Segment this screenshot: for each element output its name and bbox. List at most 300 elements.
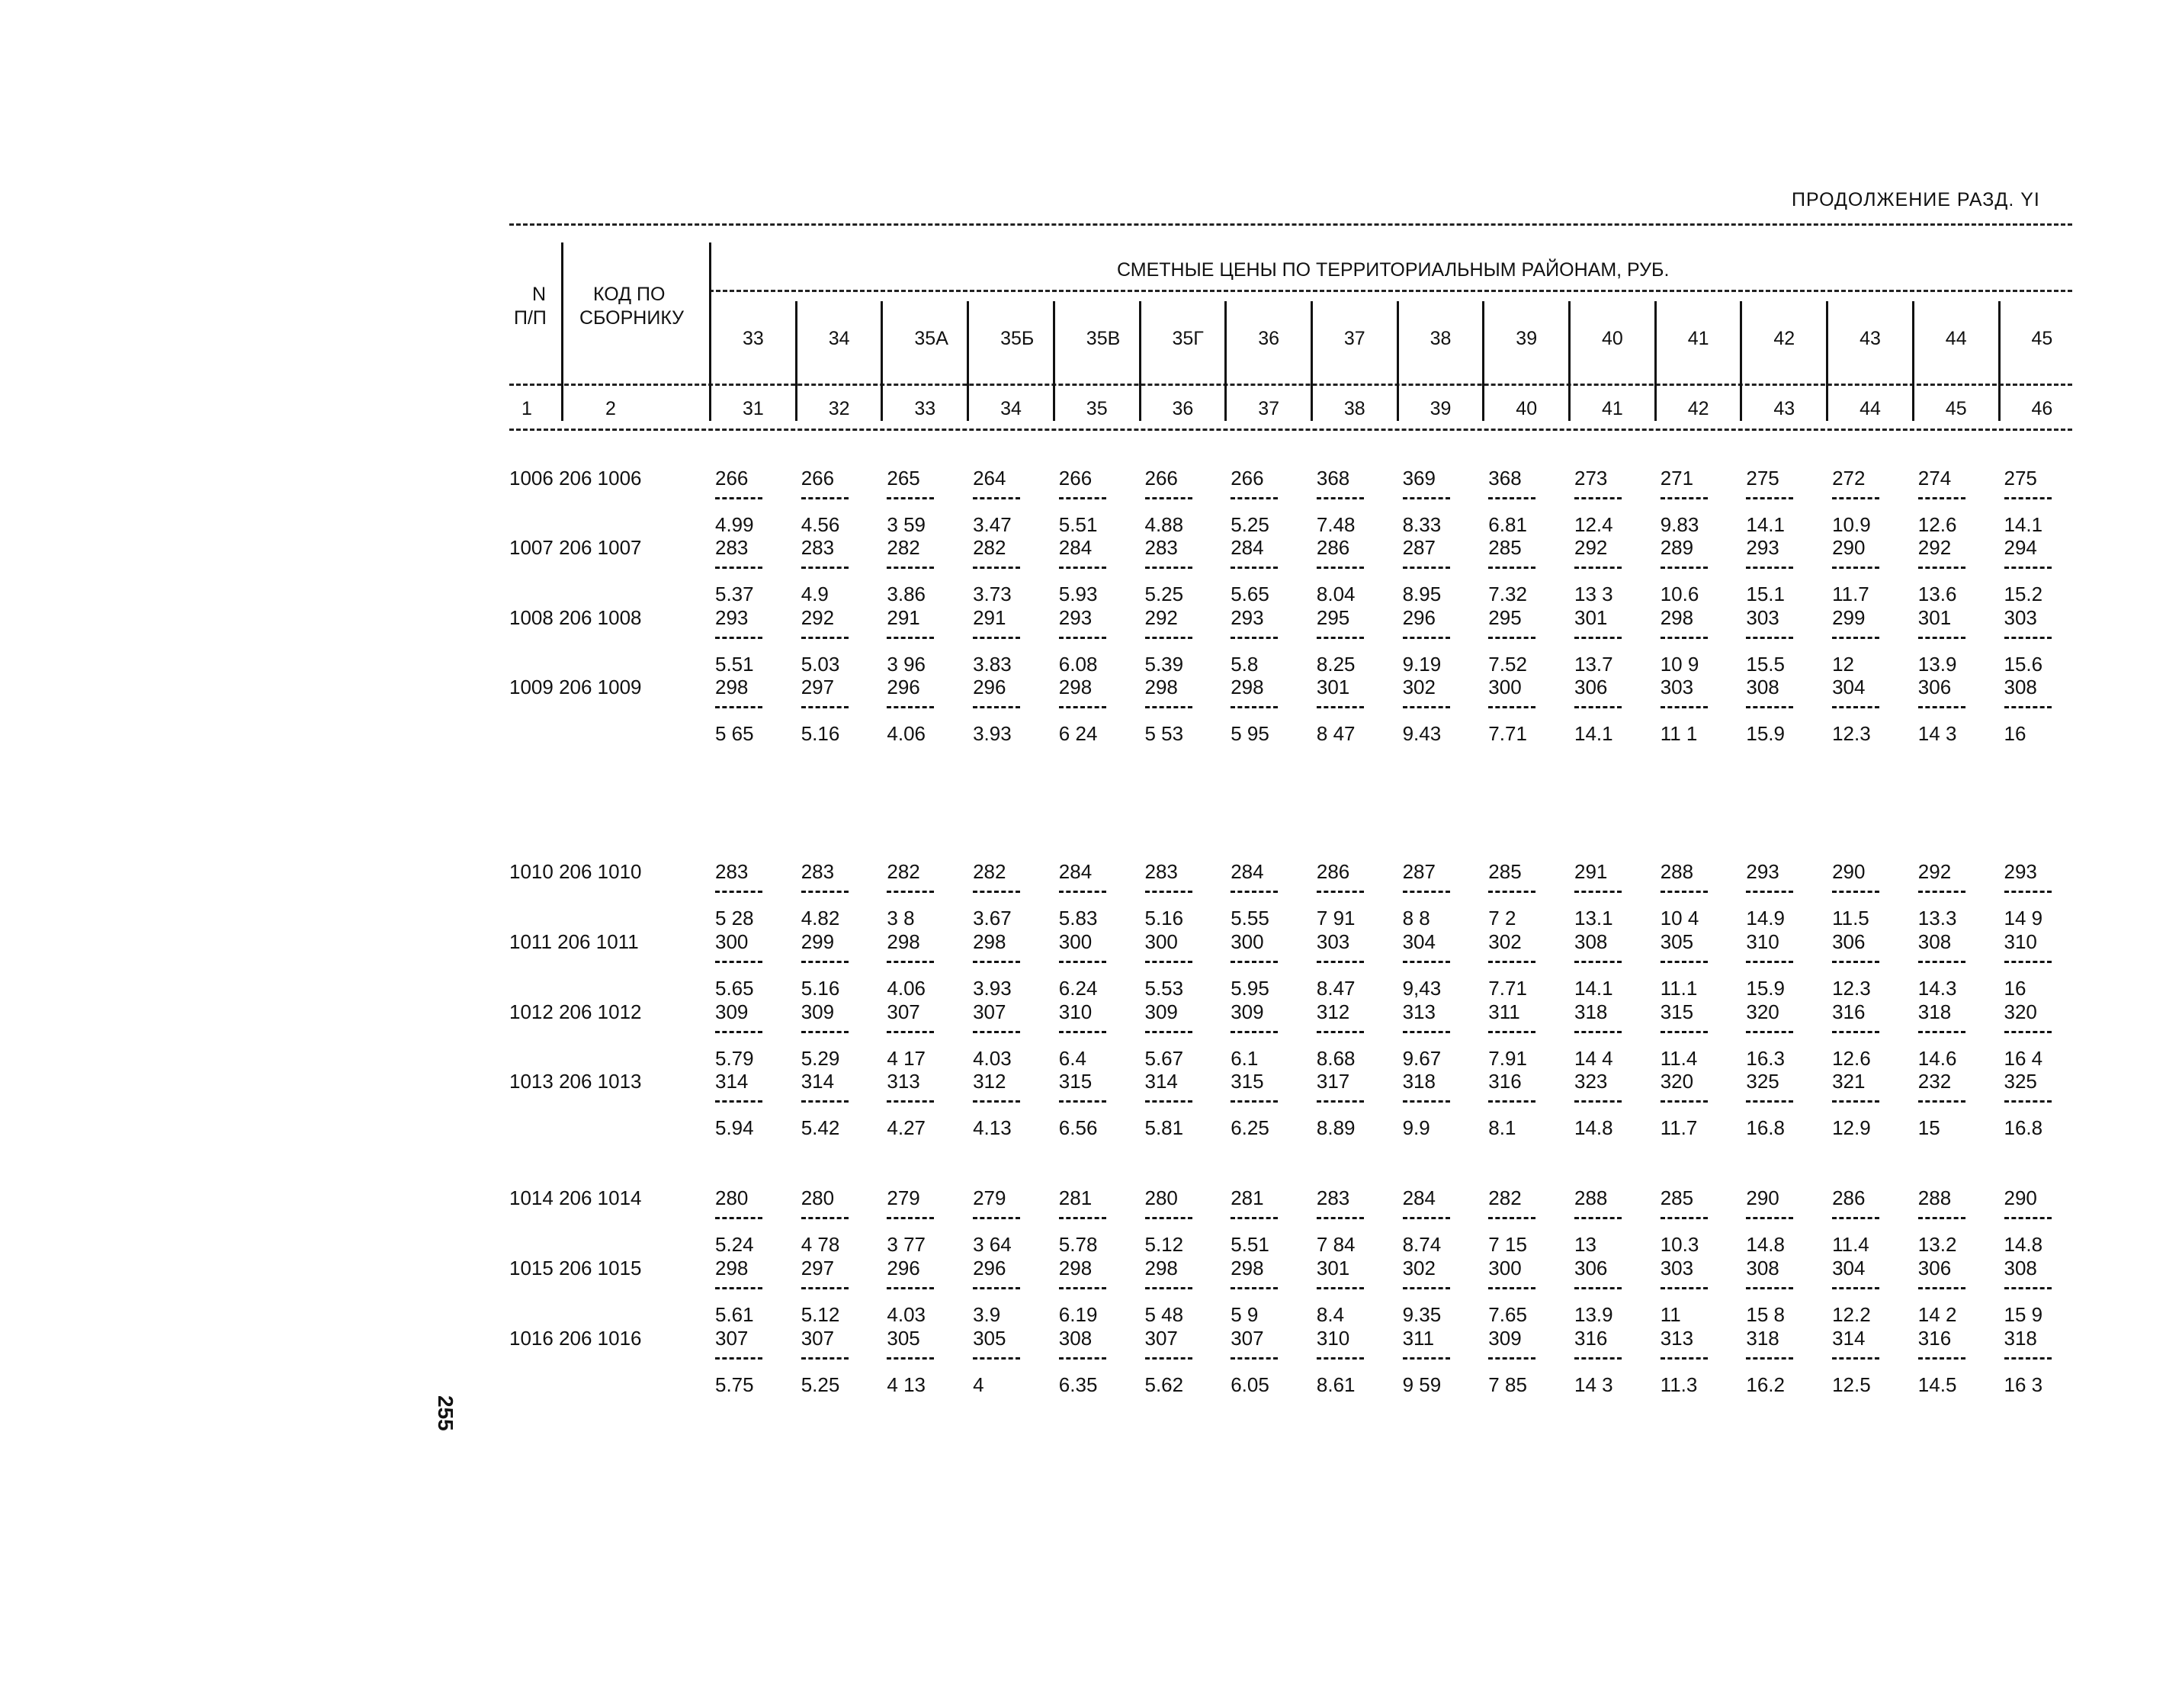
table-cell: 307 bbox=[887, 1000, 920, 1023]
table-cell: 6.4 bbox=[1058, 1047, 1086, 1070]
table-cell: 5 9 bbox=[1231, 1303, 1259, 1326]
index-cell: 45 bbox=[1945, 398, 1967, 419]
table-cell: 275 bbox=[1746, 467, 1779, 490]
table-cell: 298 bbox=[973, 930, 1006, 953]
index-cell: 34 bbox=[1000, 398, 1022, 419]
table-cell: 307 bbox=[1144, 1327, 1178, 1350]
table-cell: 13.1 bbox=[1574, 907, 1613, 929]
table-cell: 12.9 bbox=[1832, 1116, 1871, 1139]
column-divider bbox=[709, 242, 711, 421]
table-cell: 308 bbox=[1574, 930, 1608, 953]
fraction-bar bbox=[973, 637, 1020, 639]
table-cell: 14 9 bbox=[2004, 907, 2043, 929]
table-cell: 5.51 bbox=[715, 653, 754, 676]
table-cell: 316 bbox=[1574, 1327, 1608, 1350]
table-cell: 14 3 bbox=[1574, 1373, 1613, 1396]
fraction-bar bbox=[715, 1031, 762, 1033]
fraction-bar bbox=[1059, 637, 1106, 639]
table-cell: 287 bbox=[1402, 860, 1436, 883]
fraction-bar bbox=[1574, 706, 1622, 708]
header-mid-rule bbox=[509, 384, 2072, 386]
fraction-bar bbox=[1403, 497, 1450, 499]
fraction-bar bbox=[1832, 1287, 1879, 1289]
column-divider bbox=[967, 301, 969, 421]
index-cell: 39 bbox=[1430, 398, 1452, 419]
table-cell: 16.8 bbox=[1746, 1116, 1785, 1139]
table-cell: 316 bbox=[1917, 1327, 1952, 1350]
table-cell: 293 bbox=[2004, 860, 2037, 883]
table-cell: 308 bbox=[1746, 676, 1779, 698]
fraction-bar bbox=[1488, 1031, 1535, 1033]
group-title: СМЕТНЫЕ ЦЕНЫ ПО ТЕРРИТОРИАЛЬНЫМ РАЙОНАМ, РУБ. bbox=[1117, 259, 1670, 281]
fraction-bar bbox=[1403, 1357, 1450, 1360]
table-cell: 4.27 bbox=[887, 1116, 926, 1139]
fraction-bar bbox=[1574, 1100, 1622, 1103]
fraction-bar bbox=[1574, 961, 1622, 963]
table-cell: 5.29 bbox=[801, 1047, 840, 1070]
column-divider bbox=[1912, 301, 1914, 421]
table-cell: 303 bbox=[2004, 606, 2037, 629]
table-cell: 307 bbox=[1231, 1327, 1264, 1350]
table-cell: 282 bbox=[887, 860, 920, 883]
table-cell: 314 bbox=[1832, 1327, 1866, 1350]
fraction-bar bbox=[1488, 891, 1535, 893]
table-cell: 321 bbox=[1832, 1070, 1866, 1093]
table-cell: 4.82 bbox=[801, 907, 840, 929]
table-cell: 298 bbox=[1231, 676, 1264, 698]
table-cell: 5.25 bbox=[801, 1373, 840, 1396]
table-cell: 7 2 bbox=[1488, 907, 1516, 929]
fraction-bar bbox=[2004, 1287, 2052, 1289]
fraction-bar bbox=[1746, 497, 1793, 499]
table-cell: 14 2 bbox=[1917, 1303, 1957, 1326]
table-cell: 281 bbox=[1058, 1186, 1093, 1209]
table-cell: 9.83 bbox=[1660, 513, 1699, 536]
fraction-bar bbox=[1317, 891, 1364, 893]
fraction-bar bbox=[1059, 1357, 1106, 1360]
table-cell: 5.12 bbox=[1144, 1233, 1184, 1256]
table-cell: 11 bbox=[1660, 1303, 1681, 1326]
table-cell: 11.4 bbox=[1832, 1233, 1869, 1256]
fraction-bar bbox=[1059, 1217, 1106, 1219]
fraction-bar bbox=[715, 1357, 762, 1360]
fraction-bar bbox=[1059, 891, 1106, 893]
table-cell: 232 bbox=[1917, 1070, 1952, 1093]
table-cell: 11.3 bbox=[1660, 1373, 1698, 1396]
table-cell: 287 bbox=[1402, 536, 1436, 559]
fraction-bar bbox=[1403, 1287, 1450, 1289]
table-cell: 298 bbox=[1144, 1257, 1178, 1279]
fraction-bar bbox=[973, 1031, 1020, 1033]
table-cell: 271 bbox=[1660, 467, 1694, 490]
fraction-bar bbox=[1145, 637, 1192, 639]
table-cell: 266 bbox=[1058, 467, 1093, 490]
fraction-bar bbox=[1918, 1217, 1965, 1219]
table-cell: 280 bbox=[801, 1186, 835, 1209]
index-cell: 36 bbox=[1172, 398, 1194, 419]
table-cell: 8.4 bbox=[1316, 1303, 1345, 1326]
fraction-bar bbox=[1574, 1287, 1622, 1289]
fraction-bar bbox=[801, 497, 849, 499]
fraction-bar bbox=[715, 497, 762, 499]
table-cell: 309 bbox=[801, 1000, 835, 1023]
fraction-bar bbox=[1832, 891, 1879, 893]
table-cell: 14.1 bbox=[1574, 722, 1613, 745]
fraction-bar bbox=[801, 1287, 849, 1289]
table-cell: 5.65 bbox=[715, 977, 754, 1000]
table-cell: 282 bbox=[887, 536, 920, 559]
table-cell: 15.6 bbox=[2004, 653, 2043, 676]
table-cell: 5 95 bbox=[1231, 722, 1269, 745]
table-cell: 283 bbox=[715, 536, 749, 559]
table-cell: 5.75 bbox=[715, 1373, 754, 1396]
table-cell: 6.05 bbox=[1231, 1373, 1269, 1396]
table-cell: 8.1 bbox=[1488, 1116, 1516, 1139]
table-cell: 4.56 bbox=[801, 513, 840, 536]
header-bottom-rule bbox=[509, 429, 2072, 431]
row-label: 1016 206 1016 bbox=[509, 1327, 642, 1350]
table-cell: 318 bbox=[1574, 1000, 1608, 1023]
fraction-bar bbox=[1574, 637, 1622, 639]
region-header: 35Б bbox=[1000, 328, 1035, 349]
table-cell: 284 bbox=[1058, 860, 1093, 883]
fraction-bar bbox=[1145, 1100, 1192, 1103]
table-cell: 8.25 bbox=[1316, 653, 1356, 676]
table-cell: 3.47 bbox=[973, 513, 1012, 536]
fraction-bar bbox=[1918, 567, 1965, 569]
table-cell: 6.1 bbox=[1231, 1047, 1259, 1070]
fraction-bar bbox=[1661, 1031, 1708, 1033]
table-cell: 16 4 bbox=[2004, 1047, 2043, 1070]
column-divider bbox=[1826, 301, 1828, 421]
table-cell: 11 1 bbox=[1660, 722, 1698, 745]
table-cell: 283 bbox=[715, 860, 749, 883]
table-cell: 284 bbox=[1058, 536, 1093, 559]
table-cell: 323 bbox=[1574, 1070, 1608, 1093]
table-cell: 280 bbox=[715, 1186, 749, 1209]
table-cell: 15 bbox=[1917, 1116, 1940, 1139]
table-cell: 290 bbox=[2004, 1186, 2037, 1209]
table-cell: 16.2 bbox=[1746, 1373, 1785, 1396]
row-label: 1009 206 1009 bbox=[509, 676, 642, 698]
fraction-bar bbox=[1661, 1357, 1708, 1360]
table-cell: 5.65 bbox=[1231, 583, 1269, 605]
table-cell: 275 bbox=[2004, 467, 2037, 490]
table-cell: 300 bbox=[715, 930, 749, 953]
fraction-bar bbox=[1231, 961, 1278, 963]
table-cell: 298 bbox=[1058, 676, 1093, 698]
fraction-bar bbox=[1317, 961, 1364, 963]
table-cell: 5.53 bbox=[1144, 977, 1184, 1000]
table-cell: 3.9 bbox=[973, 1303, 1001, 1326]
table-cell: 296 bbox=[973, 1257, 1006, 1279]
table-cell: 305 bbox=[973, 1327, 1006, 1350]
table-cell: 7 85 bbox=[1488, 1373, 1527, 1396]
table-cell: 10.3 bbox=[1660, 1233, 1699, 1256]
fraction-bar bbox=[1145, 1031, 1192, 1033]
region-header: 40 bbox=[1602, 328, 1623, 349]
col-code-header: КОД ПО bbox=[593, 284, 666, 305]
table-cell: 14.1 bbox=[2004, 513, 2043, 536]
fraction-bar bbox=[1317, 1217, 1364, 1219]
fraction-bar bbox=[1403, 1217, 1450, 1219]
table-cell: 13.7 bbox=[1574, 653, 1613, 676]
fraction-bar bbox=[973, 1217, 1020, 1219]
table-cell: 283 bbox=[801, 860, 835, 883]
fraction-bar bbox=[1918, 637, 1965, 639]
table-cell: 280 bbox=[1144, 1186, 1178, 1209]
table-cell: 274 bbox=[1917, 467, 1952, 490]
table-cell: 315 bbox=[1231, 1070, 1264, 1093]
fraction-bar bbox=[1145, 567, 1192, 569]
table-cell: 297 bbox=[801, 676, 835, 698]
fraction-bar bbox=[973, 891, 1020, 893]
table-cell: 10.9 bbox=[1832, 513, 1871, 536]
fraction-bar bbox=[1746, 891, 1793, 893]
table-cell: 3.93 bbox=[973, 977, 1012, 1000]
table-cell: 296 bbox=[1402, 606, 1436, 629]
table-cell: 9 59 bbox=[1402, 1373, 1442, 1396]
table-cell: 325 bbox=[2004, 1070, 2037, 1093]
table-cell: 5.25 bbox=[1144, 583, 1184, 605]
table-cell: 310 bbox=[2004, 930, 2037, 953]
fraction-bar bbox=[801, 567, 849, 569]
index-cell: 42 bbox=[1687, 398, 1709, 419]
table-cell: 5 65 bbox=[715, 722, 754, 745]
table-cell: 6.08 bbox=[1058, 653, 1098, 676]
region-header: 38 bbox=[1430, 328, 1452, 349]
region-header: 44 bbox=[1945, 328, 1967, 349]
table-cell: 3 8 bbox=[887, 907, 915, 929]
table-cell: 306 bbox=[1832, 930, 1866, 953]
table-cell: 6.35 bbox=[1058, 1373, 1098, 1396]
table-cell: 12.2 bbox=[1832, 1303, 1871, 1326]
table-cell: 307 bbox=[801, 1327, 835, 1350]
table-cell: 300 bbox=[1488, 1257, 1522, 1279]
table-cell: 318 bbox=[1402, 1070, 1436, 1093]
table-cell: 10 9 bbox=[1660, 653, 1699, 676]
region-header: 45 bbox=[2031, 328, 2053, 349]
fraction-bar bbox=[1231, 637, 1278, 639]
table-cell: 286 bbox=[1832, 1186, 1866, 1209]
index-cell: 32 bbox=[828, 398, 850, 419]
region-header: 35А bbox=[914, 328, 948, 349]
fraction-bar bbox=[1574, 1031, 1622, 1033]
table-cell: 4 17 bbox=[887, 1047, 926, 1070]
table-cell: 8.61 bbox=[1316, 1373, 1356, 1396]
fraction-bar bbox=[1918, 961, 1965, 963]
table-cell: 16.8 bbox=[2004, 1116, 2043, 1139]
fraction-bar bbox=[1488, 497, 1535, 499]
table-cell: 314 bbox=[801, 1070, 835, 1093]
table-cell: 12.6 bbox=[1917, 513, 1957, 536]
table-cell: 303 bbox=[1660, 676, 1694, 698]
region-header: 34 bbox=[828, 328, 850, 349]
fraction-bar bbox=[1145, 1217, 1192, 1219]
table-cell: 306 bbox=[1917, 1257, 1952, 1279]
table-cell: 308 bbox=[2004, 676, 2037, 698]
fraction-bar bbox=[1403, 961, 1450, 963]
table-cell: 3.83 bbox=[973, 653, 1012, 676]
fraction-bar bbox=[801, 891, 849, 893]
table-cell: 292 bbox=[1144, 606, 1178, 629]
fraction-bar bbox=[1661, 891, 1708, 893]
region-header: 41 bbox=[1687, 328, 1709, 349]
fraction-bar bbox=[887, 637, 934, 639]
fraction-bar bbox=[1488, 637, 1535, 639]
table-cell: 305 bbox=[887, 1327, 920, 1350]
table-cell: 8.68 bbox=[1316, 1047, 1356, 1070]
table-cell: 301 bbox=[1316, 1257, 1350, 1279]
row-label: 1011 206 1011 bbox=[509, 930, 639, 953]
table-cell: 5.95 bbox=[1231, 977, 1269, 1000]
table-cell: 13.6 bbox=[1917, 583, 1957, 605]
fraction-bar bbox=[1059, 1031, 1106, 1033]
fraction-bar bbox=[1488, 1287, 1535, 1289]
row-label: 1012 206 1012 bbox=[509, 1000, 642, 1023]
table-cell: 299 bbox=[801, 930, 835, 953]
table-cell: 3.86 bbox=[887, 583, 926, 605]
table-cell: 5.39 bbox=[1144, 653, 1184, 676]
table-cell: 11.7 bbox=[1832, 583, 1869, 605]
table-cell: 368 bbox=[1488, 467, 1522, 490]
fraction-bar bbox=[1059, 706, 1106, 708]
region-header: 43 bbox=[1860, 328, 1881, 349]
table-cell: 12.3 bbox=[1832, 977, 1871, 1000]
fraction-bar bbox=[2004, 1100, 2052, 1103]
fraction-bar bbox=[715, 637, 762, 639]
fraction-bar bbox=[887, 1031, 934, 1033]
fraction-bar bbox=[1746, 706, 1793, 708]
fraction-bar bbox=[1403, 567, 1450, 569]
table-cell: 298 bbox=[1058, 1257, 1093, 1279]
fraction-bar bbox=[1317, 1287, 1364, 1289]
fraction-bar bbox=[715, 961, 762, 963]
fraction-bar bbox=[801, 961, 849, 963]
table-cell: 10 4 bbox=[1660, 907, 1699, 929]
fraction-bar bbox=[801, 1100, 849, 1103]
fraction-bar bbox=[2004, 1217, 2052, 1219]
fraction-bar bbox=[801, 637, 849, 639]
table-cell: 303 bbox=[1660, 1257, 1694, 1279]
fraction-bar bbox=[1145, 891, 1192, 893]
table-cell: 317 bbox=[1316, 1070, 1350, 1093]
table-cell: 300 bbox=[1231, 930, 1264, 953]
fraction-bar bbox=[1832, 497, 1879, 499]
fraction-bar bbox=[1231, 1217, 1278, 1219]
table-cell: 308 bbox=[1746, 1257, 1779, 1279]
fraction-bar bbox=[801, 706, 849, 708]
table-cell: 284 bbox=[1402, 1186, 1436, 1209]
column-divider bbox=[795, 301, 797, 421]
fraction-bar bbox=[1317, 497, 1364, 499]
table-cell: 301 bbox=[1917, 606, 1952, 629]
table-cell: 5.51 bbox=[1231, 1233, 1269, 1256]
table-cell: 7.52 bbox=[1488, 653, 1527, 676]
table-cell: 325 bbox=[1746, 1070, 1779, 1093]
fraction-bar bbox=[1746, 1217, 1793, 1219]
fraction-bar bbox=[801, 1031, 849, 1033]
fraction-bar bbox=[1145, 706, 1192, 708]
index-cell: 35 bbox=[1086, 398, 1108, 419]
table-cell: 283 bbox=[801, 536, 835, 559]
column-divider bbox=[1998, 301, 2001, 421]
table-cell: 303 bbox=[1746, 606, 1779, 629]
table-cell: 300 bbox=[1488, 676, 1522, 698]
fraction-bar bbox=[1661, 1217, 1708, 1219]
table-cell: 16 3 bbox=[2004, 1373, 2043, 1396]
table-cell: 5.12 bbox=[801, 1303, 840, 1326]
fraction-bar bbox=[1832, 637, 1879, 639]
table-cell: 5.62 bbox=[1144, 1373, 1184, 1396]
table-cell: 14.8 bbox=[1746, 1233, 1785, 1256]
table-cell: 315 bbox=[1660, 1000, 1694, 1023]
fraction-bar bbox=[2004, 1031, 2052, 1033]
table-cell: 6.24 bbox=[1058, 977, 1098, 1000]
table-cell: 15.1 bbox=[1746, 583, 1785, 605]
fraction-bar bbox=[1403, 706, 1450, 708]
table-cell: 9.19 bbox=[1402, 653, 1442, 676]
fraction-bar bbox=[1746, 961, 1793, 963]
table-cell: 310 bbox=[1746, 930, 1779, 953]
table-cell: 305 bbox=[1660, 930, 1694, 953]
table-cell: 293 bbox=[715, 606, 749, 629]
table-cell: 285 bbox=[1488, 536, 1522, 559]
table-cell: 5.94 bbox=[715, 1116, 754, 1139]
table-cell: 5.83 bbox=[1058, 907, 1098, 929]
table-cell: 14.1 bbox=[1746, 513, 1785, 536]
table-cell: 8.47 bbox=[1316, 977, 1356, 1000]
fraction-bar bbox=[1832, 1217, 1879, 1219]
fraction-bar bbox=[1746, 1287, 1793, 1289]
table-cell: 286 bbox=[1316, 536, 1350, 559]
fraction-bar bbox=[1317, 1031, 1364, 1033]
region-header: 35Г bbox=[1172, 328, 1204, 349]
table-cell: 3 96 bbox=[887, 653, 926, 676]
fraction-bar bbox=[1145, 1287, 1192, 1289]
continuation-label: ПРОДОЛЖЕНИЕ РАЗД. YI bbox=[1792, 189, 2040, 210]
fraction-bar bbox=[715, 1287, 762, 1289]
column-divider bbox=[1654, 301, 1657, 421]
table-cell: 302 bbox=[1402, 676, 1436, 698]
table-cell: 5.16 bbox=[801, 722, 840, 745]
table-cell: 11.1 bbox=[1660, 977, 1698, 1000]
col-num-header: N bbox=[532, 284, 547, 305]
fraction-bar bbox=[1488, 567, 1535, 569]
row-label: 1007 206 1007 bbox=[509, 536, 642, 559]
table-cell: 283 bbox=[1144, 536, 1178, 559]
fraction-bar bbox=[1661, 637, 1708, 639]
table-cell: 5.8 bbox=[1231, 653, 1259, 676]
fraction-bar bbox=[1231, 567, 1278, 569]
table-cell: 5.51 bbox=[1058, 513, 1098, 536]
table-cell: 309 bbox=[1144, 1000, 1178, 1023]
table-cell: 7 15 bbox=[1488, 1233, 1527, 1256]
fraction-bar bbox=[1231, 706, 1278, 708]
table-cell: 318 bbox=[1746, 1327, 1779, 1350]
table-cell: 4.9 bbox=[801, 583, 829, 605]
table-cell: 15 8 bbox=[1746, 1303, 1785, 1326]
table-cell: 307 bbox=[715, 1327, 749, 1350]
region-header: 42 bbox=[1773, 328, 1795, 349]
table-cell: 298 bbox=[1660, 606, 1694, 629]
table-cell: 320 bbox=[1746, 1000, 1779, 1023]
table-cell: 5.55 bbox=[1231, 907, 1269, 929]
table-cell: 296 bbox=[973, 676, 1006, 698]
index-cell: 43 bbox=[1773, 398, 1795, 419]
table-cell: 266 bbox=[1144, 467, 1178, 490]
table-cell: 7.71 bbox=[1488, 722, 1527, 745]
